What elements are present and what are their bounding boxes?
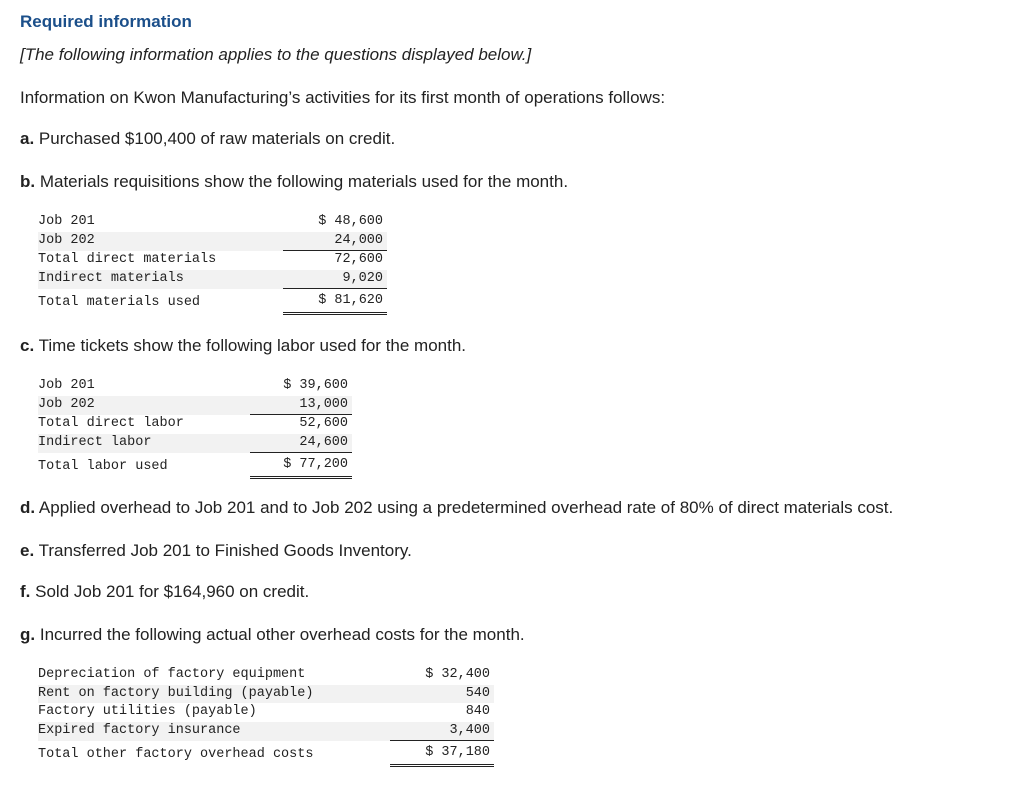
table-row [38, 722, 494, 741]
table-row [38, 377, 352, 396]
row-label: Depreciation of factory equipment [38, 667, 306, 682]
item-e [20, 541, 412, 561]
row-amount: 13,000 [250, 396, 352, 415]
row-amount: $ 48,600 [318, 214, 383, 229]
table-row [38, 434, 352, 453]
required-information-title: Required information [20, 12, 192, 31]
item-f-letter: f. [20, 582, 31, 601]
row-label: Factory utilities (payable) [38, 704, 257, 719]
table-row [38, 232, 387, 251]
table-row [38, 685, 494, 704]
row-amount: 3,400 [390, 722, 494, 741]
table-row [38, 289, 387, 314]
row-label: Total direct materials [38, 252, 217, 267]
item-f-text: Sold Job 201 for $164,960 on credit. [35, 582, 310, 601]
item-g-text: Incurred the following actual other overhead costs for the month. [39, 625, 525, 644]
item-b-letter: b. [20, 172, 36, 191]
item-b-text: Materials requisitions show the following materials used for the month. [39, 172, 569, 191]
row-amount: 24,600 [250, 434, 352, 453]
row-label: Total labor used [38, 458, 168, 474]
row-label: Job 202 [38, 232, 283, 251]
row-label: Total other factory overhead costs [38, 746, 314, 762]
row-amount: $ 32,400 [425, 667, 490, 682]
row-amount: 9,020 [283, 270, 387, 289]
row-label: Total materials used [38, 294, 201, 310]
row-label: Rent on factory building (payable) [38, 685, 390, 704]
row-label: Indirect labor [38, 434, 250, 453]
item-a-letter: a. [20, 129, 35, 148]
table-row [38, 741, 494, 766]
row-amount: $ 81,620 [283, 289, 387, 314]
row-label: Job 202 [38, 396, 250, 415]
item-e-letter: e. [20, 541, 35, 560]
labor-table [38, 377, 352, 479]
row-label: Job 201 [38, 214, 95, 229]
row-amount: 540 [390, 685, 494, 704]
row-label: Total direct labor [38, 416, 184, 431]
item-g [20, 625, 525, 645]
row-amount: 24,000 [283, 232, 387, 251]
item-a-text: Purchased $100,400 of raw materials on credit. [38, 129, 396, 148]
row-amount: $ 39,600 [283, 378, 348, 393]
table-row [38, 703, 494, 722]
intro-text: Information on Kwon Manufacturing’s activities for its first month of operations follows: [20, 88, 666, 107]
row-label: Expired factory insurance [38, 722, 390, 741]
table-row [38, 213, 387, 232]
row-amount: $ 37,180 [390, 741, 494, 766]
item-d-text: Applied overhead to Job 201 and to Job 202 using a predetermined overhead rate of 80% of direct materials cost. [38, 498, 894, 517]
row-amount: 72,600 [334, 252, 383, 267]
item-c-text: Time tickets show the following labor used for the month. [38, 336, 467, 355]
table-row [38, 251, 387, 270]
table-row [38, 666, 494, 685]
intro-note: [The following information applies to the questions displayed below.] [20, 45, 532, 64]
row-amount: $ 77,200 [250, 453, 352, 478]
item-f [20, 582, 309, 602]
item-b [20, 172, 568, 192]
overhead-table [38, 666, 494, 767]
materials-table [38, 213, 387, 315]
row-label: Job 201 [38, 378, 95, 393]
row-amount: 52,600 [299, 416, 348, 431]
item-c-letter: c. [20, 336, 35, 355]
item-c [20, 336, 466, 356]
item-d-letter: d. [20, 498, 36, 517]
row-amount: 840 [465, 704, 490, 719]
table-row [38, 396, 352, 415]
item-a [20, 129, 395, 149]
row-label: Indirect materials [38, 270, 283, 289]
table-row [38, 270, 387, 289]
table-row [38, 415, 352, 434]
item-g-letter: g. [20, 625, 36, 644]
item-d [20, 498, 893, 518]
item-e-text: Transferred Job 201 to Finished Goods Inventory. [38, 541, 412, 560]
table-row [38, 453, 352, 478]
